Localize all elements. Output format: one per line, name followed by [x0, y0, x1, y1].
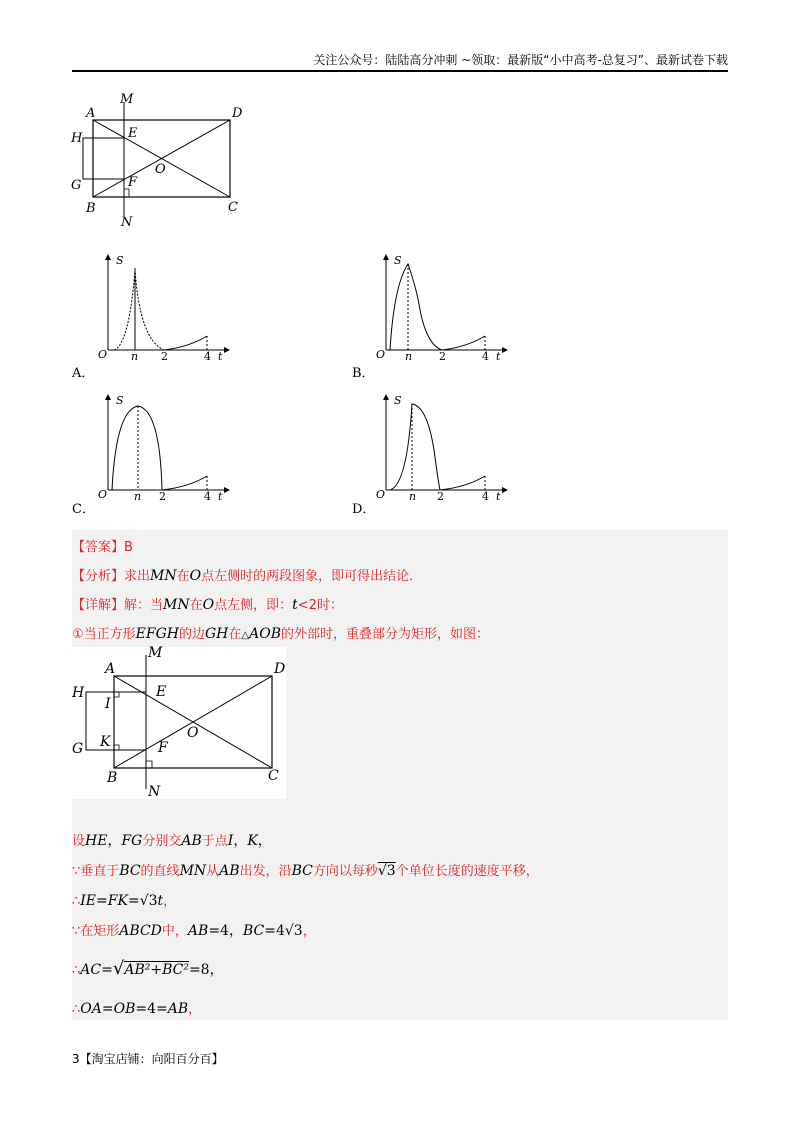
- graph-b-origin: O: [376, 348, 386, 361]
- oa-therefore: ∴: [72, 1002, 81, 1017]
- label-o: O: [155, 162, 166, 177]
- graph-a-tick-2: 2: [161, 350, 168, 363]
- oa-val: =4=: [135, 1001, 168, 1017]
- ie-eq-1: =: [96, 893, 108, 909]
- rect-sqrt3: √3: [284, 923, 303, 939]
- rect-math-ab: AB: [187, 923, 209, 939]
- graph-b-axis-s: S: [394, 254, 402, 267]
- ie-math-fk: FK: [107, 893, 128, 909]
- ie-math-sqrt3: √3: [139, 893, 158, 909]
- rect-math-bc: BC: [242, 923, 265, 939]
- graph-a-axis-s: S: [116, 254, 124, 267]
- graph-a-tick-n: n: [131, 350, 139, 363]
- label-g: G: [71, 178, 82, 193]
- option-b-label: B．: [352, 366, 375, 381]
- ac-therefore: ∴: [72, 963, 81, 978]
- fig2-label-m: M: [148, 645, 163, 661]
- graph-c: [94, 390, 234, 510]
- ie-comma: ，: [163, 894, 177, 909]
- move-math-sqrt3: √3: [377, 863, 396, 879]
- graph-b-axis-t: t: [496, 350, 501, 363]
- fig2-label-b: B: [107, 770, 118, 786]
- fig2-label-f: F: [158, 740, 168, 756]
- ac-math-ac: AC: [80, 962, 102, 978]
- ac-sqrt-sign: √: [112, 958, 125, 979]
- analysis-math-o: O: [189, 568, 202, 584]
- graph-d: [372, 390, 512, 510]
- analysis-text-2: 在: [176, 569, 190, 584]
- answer-value: B: [124, 540, 133, 555]
- move-math-mn: MN: [179, 863, 207, 879]
- detail-tag: 【详解】: [72, 598, 125, 613]
- answer-line: [72, 536, 133, 555]
- fig2-label-n: N: [148, 784, 161, 800]
- detail-text-3: 点左侧，即：: [214, 598, 293, 613]
- graph-d-tick-2: 2: [437, 490, 444, 503]
- move-math-ab: AB: [219, 863, 240, 879]
- footer-text: 3【淘宝店铺：向阳百分百】: [72, 1052, 224, 1066]
- fig2-label-d: D: [274, 661, 286, 677]
- graph-c-tick-n: n: [134, 490, 142, 503]
- set-comma-3: ，: [257, 833, 272, 849]
- graph-c-axis-s: S: [116, 394, 124, 407]
- rect-val-ab: =4，: [208, 923, 243, 939]
- set-math-k: K: [247, 833, 258, 849]
- set-comma-1: ，: [107, 833, 122, 849]
- case1-text-1: ①当正方形: [72, 627, 136, 642]
- graph-d-tick-4: 4: [482, 490, 489, 503]
- graph-a: [94, 250, 234, 370]
- fig2-label-k: K: [100, 734, 111, 750]
- detail-math-o: O: [202, 597, 215, 613]
- graph-c-origin: O: [98, 488, 108, 501]
- analysis-math-mn: MN: [150, 568, 177, 584]
- oa-math-oa: OA: [80, 1001, 102, 1017]
- figure-rectangle-2: [72, 647, 286, 799]
- move-line: [72, 860, 539, 879]
- graph-a-axis-t: t: [218, 350, 223, 363]
- oa-math-ob: OB: [113, 1001, 136, 1017]
- graph-c-tick-2: 2: [159, 490, 166, 503]
- analysis-tag: 【分析】: [72, 569, 125, 584]
- set-text-2: 分别交: [142, 834, 182, 849]
- fig2-label-i: I: [105, 696, 111, 712]
- rect-val-bc: =4: [264, 923, 285, 939]
- oa-math-ab: AB: [167, 1001, 189, 1017]
- ie-therefore: ∴: [72, 894, 81, 909]
- oa-eq: =: [101, 1001, 114, 1017]
- move-text-3: 从: [206, 864, 220, 879]
- set-math-i: I: [227, 833, 234, 849]
- ie-math-ie: IE: [80, 893, 97, 909]
- fig2-label-c: C: [268, 768, 279, 784]
- move-text-2: 的直线: [140, 864, 180, 879]
- case1-text-2: 的边: [178, 627, 205, 642]
- move-text-5: 方向以每秒: [312, 864, 378, 879]
- ie-math-t: t: [157, 893, 164, 909]
- case1-math-aob: AOB: [249, 626, 282, 642]
- set-math-he: HE: [85, 833, 108, 849]
- page-header: [72, 50, 728, 72]
- graph-b-tick-2: 2: [439, 350, 446, 363]
- option-a-label: A．: [72, 366, 95, 381]
- move-math-bc-2: BC: [291, 863, 313, 879]
- ie-line: [72, 890, 176, 909]
- label-a: A: [86, 106, 96, 121]
- label-f: F: [128, 175, 138, 190]
- detail-text-1: 解：当: [124, 598, 164, 613]
- graph-a-origin: O: [98, 348, 108, 361]
- rect-math-abcd: ABCD: [119, 923, 162, 939]
- detail-text-4: <2时：: [297, 598, 343, 613]
- graph-d-origin: O: [376, 488, 386, 501]
- move-text-1: ∵垂直于: [72, 864, 120, 879]
- set-text-3: 于点: [201, 834, 228, 849]
- move-text-4: 出发，沿: [239, 864, 292, 879]
- label-c: C: [228, 200, 238, 215]
- label-d: D: [232, 106, 243, 121]
- label-h: H: [71, 131, 83, 146]
- set-line: [72, 830, 272, 850]
- detail-math-t: t: [292, 597, 298, 613]
- label-b: B: [86, 201, 96, 216]
- set-math-ab: AB: [181, 833, 202, 849]
- case1-text-4: 的外部时，重叠部分为矩形，如图：: [281, 627, 490, 642]
- label-n: N: [121, 215, 133, 230]
- rect-text-2: 中，: [161, 924, 188, 939]
- ie-eq-2: =: [127, 893, 140, 909]
- ac-line: [72, 958, 224, 979]
- ac-result: =8，: [188, 962, 224, 978]
- case1-math-efgh: EFGH: [135, 626, 179, 642]
- set-text-1: 设: [72, 834, 86, 849]
- graph-d-axis-t: t: [496, 490, 501, 503]
- graph-b: [372, 250, 512, 370]
- ac-radicand: AB²+BC²: [124, 962, 189, 978]
- graph-c-axis-t: t: [218, 490, 223, 503]
- graph-d-axis-s: S: [394, 394, 402, 407]
- detail-math-mn: MN: [163, 597, 190, 613]
- page-footer: [72, 1050, 224, 1067]
- figure-rectangle-1: [60, 88, 260, 233]
- detail-line: [72, 594, 343, 613]
- fig2-label-o: O: [187, 725, 199, 741]
- graph-d-tick-n: n: [409, 490, 417, 503]
- oa-line: [72, 998, 201, 1017]
- case1-math-gh: GH: [205, 626, 229, 642]
- header-text: 关注公众号：陆陆高分冲刺 ~领取：最新版“小中高考-总复习”、最新试卷下载: [313, 53, 728, 67]
- graph-a-tick-4: 4: [204, 350, 211, 363]
- case1-text-3: 在: [228, 627, 242, 642]
- move-text-6: 个单位长度的速度平移，: [395, 864, 539, 879]
- graph-b-tick-n: n: [405, 350, 413, 363]
- option-c-label: C．: [72, 502, 95, 517]
- label-m: M: [120, 92, 134, 107]
- fig2-label-a: A: [105, 661, 116, 677]
- move-math-bc: BC: [119, 863, 141, 879]
- rect-text-1: ∵在矩形: [72, 924, 120, 939]
- set-math-fg: FG: [121, 833, 143, 849]
- fig2-label-g: G: [72, 741, 84, 757]
- analysis-text-3: 点左侧时的两段图象，即可得出结论．: [201, 569, 423, 584]
- rect-line: [72, 920, 316, 940]
- ac-eq: =: [101, 962, 113, 978]
- set-comma-2: ，: [233, 833, 248, 849]
- detail-text-2: 在: [189, 598, 203, 613]
- analysis-line: [72, 565, 422, 584]
- fig2-label-h: H: [72, 685, 85, 701]
- label-e: E: [128, 126, 138, 141]
- case1-line: [72, 623, 489, 642]
- oa-comma: ，: [188, 1002, 202, 1017]
- graph-b-tick-4: 4: [482, 350, 489, 363]
- option-d-label: D．: [352, 502, 376, 517]
- fig2-label-e: E: [156, 684, 167, 700]
- graph-c-tick-4: 4: [204, 490, 211, 503]
- rect-comma: ，: [302, 924, 316, 939]
- analysis-text-1: 求出: [124, 569, 151, 584]
- triangle-symbol: △: [241, 630, 250, 641]
- answer-tag: 【答案】: [72, 540, 125, 555]
